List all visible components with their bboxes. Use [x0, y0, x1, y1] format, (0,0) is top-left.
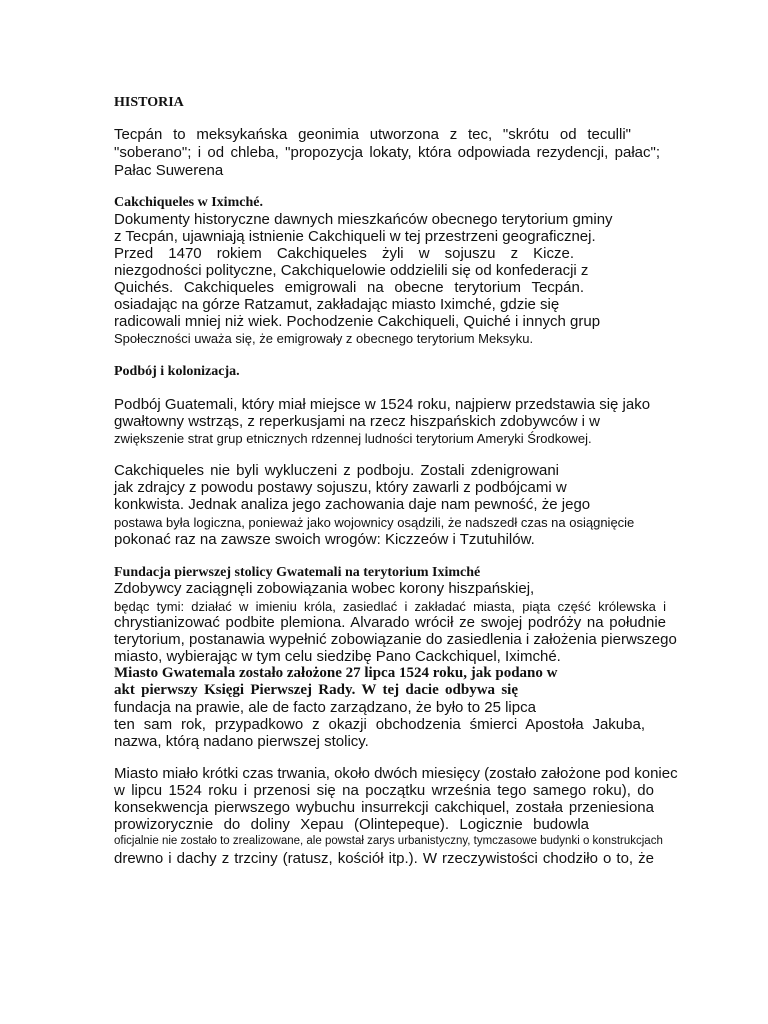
paragraph-line: konsekwencja pierwszego wybuchu insurrekcji cakchiquel, została przeniesiona: [114, 799, 654, 816]
paragraph-line: pokonać raz na zawsze swoich wrogów: Kiczzeów i Tzutuhilów.: [114, 531, 535, 548]
paragraph-line: Quichés. Cakchiqueles emigrowali na obecne terytorium Tecpán.: [114, 279, 584, 296]
paragraph-line: zwiększenie strat grup etnicznych rdzennej ludności terytorium Ameryki Środkowej.: [114, 431, 592, 446]
section-title-fundacja: Fundacja pierwszej stolicy Gwatemali na terytorium Iximché: [114, 565, 481, 580]
paragraph-line: drewno i dachy z trzciny (ratusz, kościół itp.). W rzeczywistości chodziło o to, że: [114, 850, 654, 867]
paragraph-line: jak zdrajcy z powodu postawy sojuszu, który zawarli z podbójcami w: [114, 479, 567, 496]
paragraph-line: gwałtowny wstrząs, z reperkusjami na rzecz hiszpańskich zdobywców i w: [114, 413, 601, 430]
paragraph-line: Zdobywcy zaciągnęli zobowiązania wobec korony hiszpańskiej,: [114, 580, 535, 597]
paragraph-line: terytorium, postanawia wypełnić zobowiązanie do zasiedlenia i założenia pierwszego: [114, 631, 677, 648]
paragraph-line: Cakchiqueles nie byli wykluczeni z podboju. Zostali zdenigrowani: [114, 462, 559, 479]
paragraph-line: Tecpán to meksykańska geonimia utworzona z tec, "skrótu od teculli": [114, 126, 631, 143]
paragraph-line: nazwa, którą nadano pierwszej stolicy.: [114, 733, 369, 750]
section-title-podboj: Podbój i kolonizacja.: [114, 364, 240, 379]
paragraph-line: ten sam rok, przypadkowo z okazji obchodzenia śmierci Apostoła Jakuba,: [114, 716, 645, 733]
section-title-cakchiqueles: Cakchiqueles w Iximché.: [114, 195, 263, 210]
paragraph-line: niezgodności polityczne, Cakchiquelowie oddzielili się od konfederacji z: [114, 262, 589, 279]
paragraph-line: w lipcu 1524 roku i przenosi się na początku września tego samego roku), do: [114, 782, 654, 799]
paragraph-line: oficjalnie nie zostało to zrealizowane, ale powstał zarys urbanistyczny, tymczasowe budynki o konstrukcjach: [114, 835, 663, 847]
paragraph-line: Dokumenty historyczne dawnych mieszkańców obecnego terytorium gminy: [114, 211, 613, 228]
paragraph-line: konkwista. Jednak analiza jego zachowania daje nam pewność, że jego: [114, 496, 591, 513]
paragraph-line: będąc tymi: działać w imieniu króla, zasiedlać i zakładać miasta, piąta część królewska i: [114, 599, 666, 614]
paragraph-line: Społeczności uważa się, że emigrowały z obecnego terytorium Meksyku.: [114, 331, 534, 346]
paragraph-line: Podbój Guatemali, który miał miejsce w 1524 roku, najpierw przedstawia się jako: [114, 396, 651, 413]
heading-historia: HISTORIA: [114, 95, 184, 110]
paragraph-line: osiadając na górze Ratzamut, zakładając miasto Iximché, gdzie się: [114, 296, 560, 313]
paragraph-line: z Tecpán, ujawniają istnienie Cakchiqueli w tej przestrzeni geograficznej.: [114, 228, 596, 245]
paragraph-line: Pałac Suwerena: [114, 162, 224, 179]
paragraph-line: chrystianizować podbite plemiona. Alvarado wrócił ze swojej podróży na południe: [114, 614, 666, 631]
paragraph-line: Miasto miało krótki czas trwania, około dwóch miesięcy (zostało założone pod koniec: [114, 765, 678, 782]
paragraph-line: prowizorycznie do doliny Xepau (Olintepeque). Logicznie budowla: [114, 816, 589, 833]
paragraph-line: akt pierwszy Księgi Pierwszej Rady. W tej dacie odbywa się: [114, 682, 518, 698]
paragraph-line: radicowali mniej niż wiek. Pochodzenie Cakchiqueli, Quiché i innych grup: [114, 313, 601, 330]
paragraph-line: Przed 1470 rokiem Cakchiqueles żyli w sojuszu z Kicze.: [114, 245, 574, 262]
paragraph-line: Miasto Gwatemala zostało założone 27 lipca 1524 roku, jak podano w: [114, 665, 558, 681]
paragraph-line: miasto, wybierając w tym celu siedzibę Pano Cackchiquel, Iximché.: [114, 648, 561, 665]
paragraph-line: fundacja na prawie, ale de facto zarządzano, że było to 25 lipca: [114, 699, 536, 716]
paragraph-line: "soberano"; i od chleba, "propozycja lokaty, która odpowiada rezydencji, pałac";: [114, 144, 660, 161]
paragraph-line: postawa była logiczna, ponieważ jako wojownicy osądzili, że nadszedł czas na osiągnięcie: [114, 515, 635, 530]
